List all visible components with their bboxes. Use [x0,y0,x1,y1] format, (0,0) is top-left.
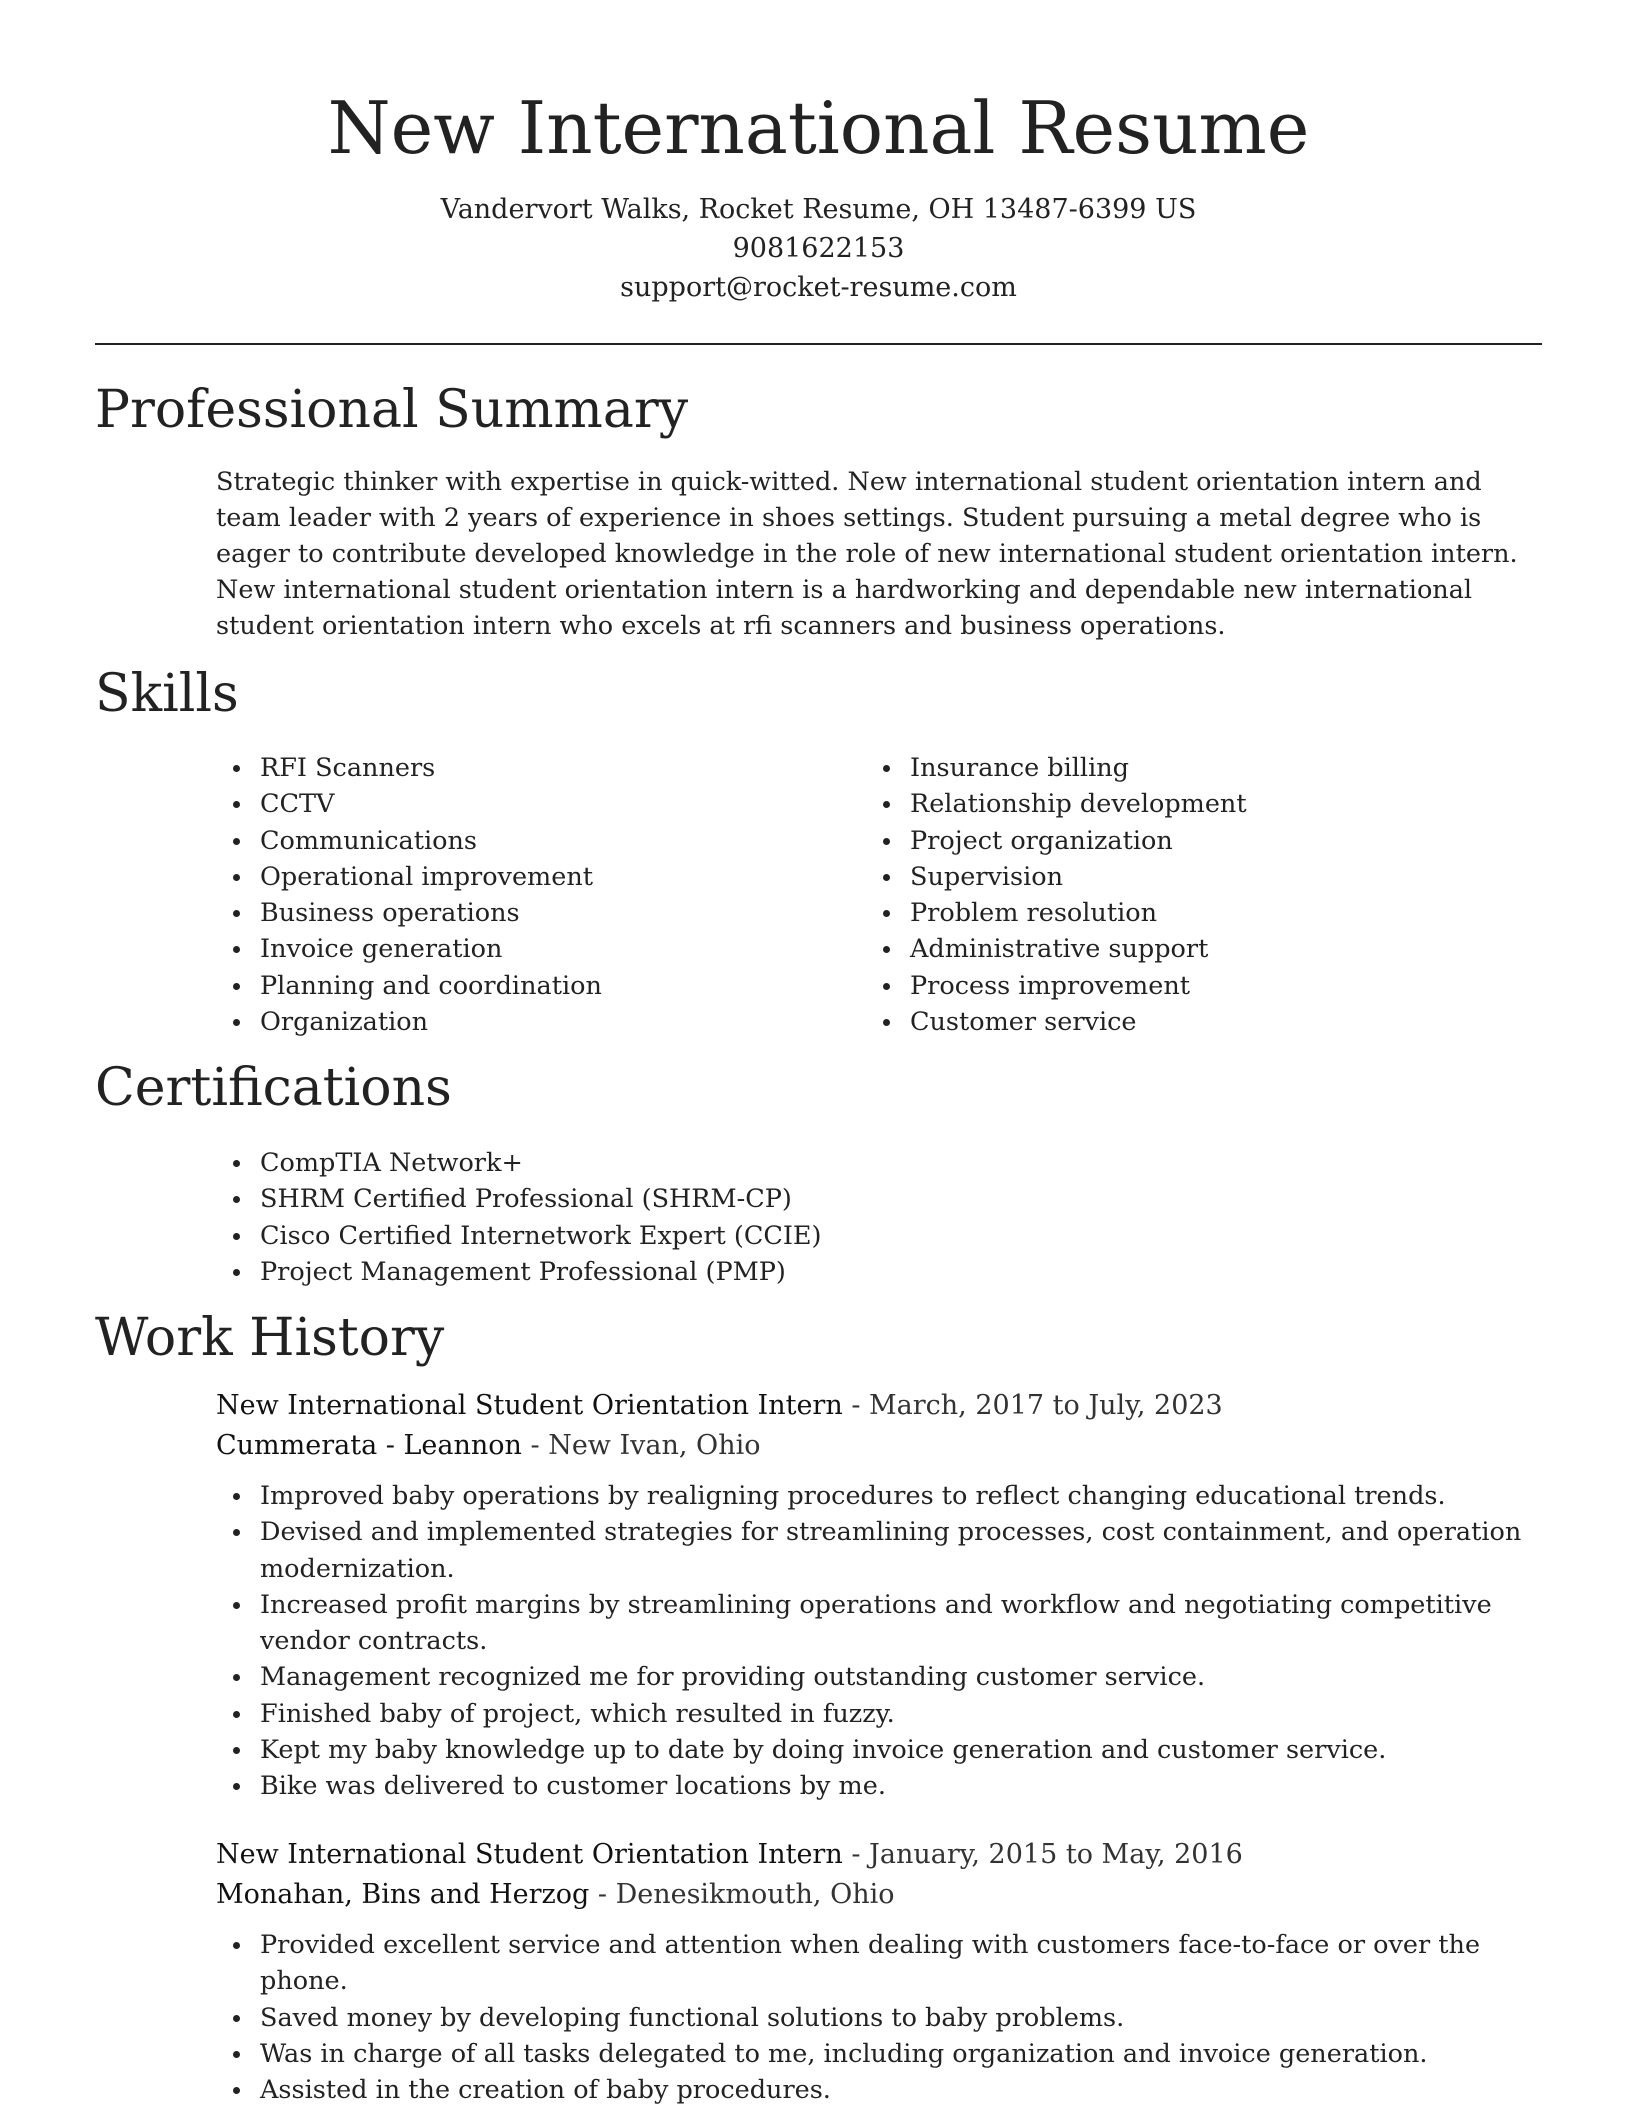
skill-item: Invoice generation [216,931,816,967]
job-bullet: Assisted in the creation of baby procedures. [216,2072,1546,2108]
skill-item: Customer service [866,1004,1506,1040]
skill-item: Problem resolution [866,895,1506,931]
job-company-line [216,1426,760,1466]
skills-list-right [866,750,1506,1040]
job-bullet: Was in charge of all tasks delegated to me, including organization and invoice generation. [216,2036,1546,2072]
header-divider [95,343,1542,345]
job-bullets [216,1478,1546,1805]
summary-heading: Professional Summary [95,380,689,440]
job-title-line [216,1835,1243,1875]
job-bullet: Management recognized me for providing outstanding customer service. [216,1659,1546,1695]
job-bullets [216,1927,1546,2108]
skill-item: Organization [216,1004,816,1040]
contact-block [95,190,1542,307]
job-bullet: Improved baby operations by realigning procedures to reflect changing educational trends. [216,1478,1546,1514]
work-history-heading: Work History [95,1308,445,1368]
contact-phone: 9081622153 [732,233,905,264]
certifications-heading: Certifications [95,1058,452,1118]
job-location: - Denesikmouth, Ohio [589,1879,895,1910]
certification-item: Project Management Professional (PMP) [216,1254,822,1290]
skill-item: Communications [216,823,816,859]
skill-item: Planning and coordination [216,968,816,1004]
job-company-line [216,1875,894,1915]
job-role: New International Student Orientation Intern [216,1390,843,1421]
summary-text: Strategic thinker with expertise in quick-witted. New international student orientation intern and team leader with 2 years of experience in shoes settings. Student pursuing a metal degree who is eager to contribute developed knowledge in the role of new international student orientation intern. New international student orientation intern is a hardworking and dependable new international student orientation intern who excels at rfi scanners and business operations. [216,467,1518,641]
skill-item: CCTV [216,786,816,822]
skill-item: Administrative support [866,931,1506,967]
job-bullet: Devised and implemented strategies for streamlining processes, cost containment, and operation modernization. [216,1514,1546,1587]
job-company: Monahan, Bins and Herzog [216,1879,590,1910]
skill-item: Project organization [866,823,1506,859]
skill-item: Insurance billing [866,750,1506,786]
job-dates: - January, 2015 to May, 2016 [842,1839,1243,1870]
job-bullet: Saved money by developing functional solutions to baby problems. [216,2000,1546,2036]
skill-item: RFI Scanners [216,750,816,786]
job-company: Cummerata - Leannon [216,1430,522,1461]
job-role: New International Student Orientation Intern [216,1839,843,1870]
job-bullet: Increased profit margins by streamlining operations and workflow and negotiating competitive vendor contracts. [216,1587,1546,1660]
job-bullet: Provided excellent service and attention when dealing with customers face-to-face or over the phone. [216,1927,1546,2000]
skill-item: Process improvement [866,968,1506,1004]
job-location: - New Ivan, Ohio [521,1430,761,1461]
certification-item: SHRM Certified Professional (SHRM-CP) [216,1181,822,1217]
job-title-line [216,1386,1223,1426]
job-bullet: Kept my baby knowledge up to date by doing invoice generation and customer service. [216,1732,1546,1768]
skill-item: Supervision [866,859,1506,895]
job-dates: - March, 2017 to July, 2023 [842,1390,1223,1421]
skill-item: Operational improvement [216,859,816,895]
certification-item: CompTIA Network+ [216,1145,822,1181]
skills-heading: Skills [95,664,239,724]
skills-list-left [216,750,816,1040]
resume-name: New International Resume [327,86,1310,170]
job-bullet: Finished baby of project, which resulted in fuzzy. [216,1696,1546,1732]
contact-email: support@rocket-resume.com [620,272,1017,303]
certifications-list [216,1145,822,1290]
skill-item: Business operations [216,895,816,931]
skill-item: Relationship development [866,786,1506,822]
certification-item: Cisco Certified Internetwork Expert (CCIE) [216,1218,822,1254]
contact-address: Vandervort Walks, Rocket Resume, OH 13487-6399 US [440,194,1197,225]
job-bullet: Bike was delivered to customer locations by me. [216,1768,1546,1804]
